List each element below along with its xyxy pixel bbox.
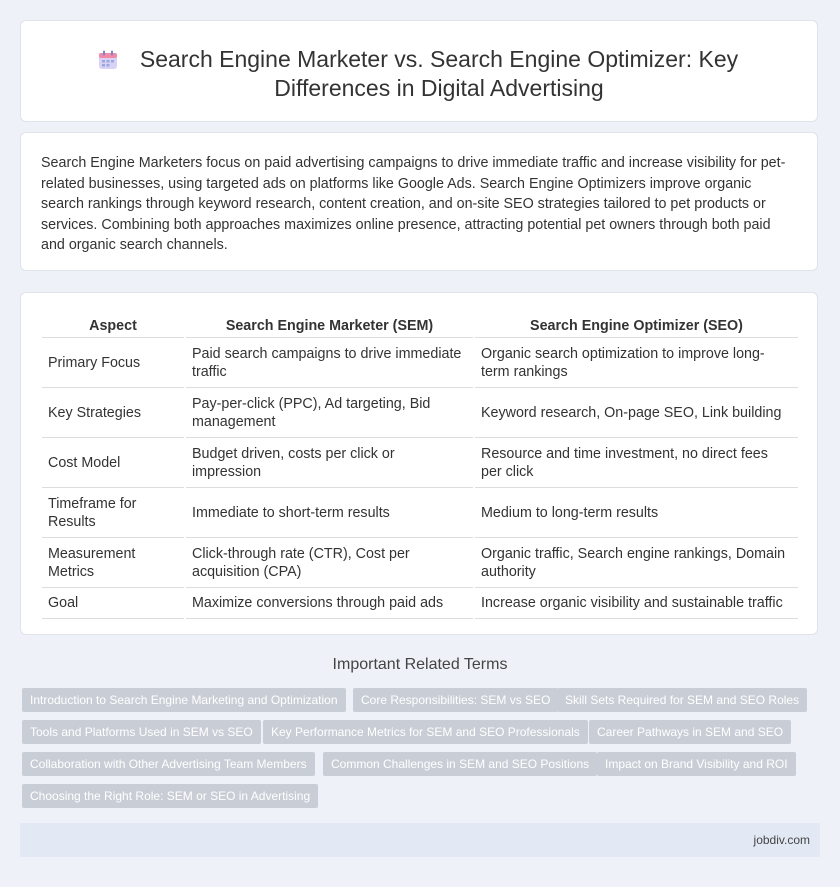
footer-site-link[interactable]: jobdiv.com	[753, 833, 810, 847]
row-sem: Paid search campaigns to drive immediate traffic	[185, 338, 474, 388]
comparison-table	[42, 313, 798, 619]
related-term-tag[interactable]: Choosing the Right Role: SEM or SEO in Advertising	[22, 784, 318, 808]
page-title: Search Engine Marketer vs. Search Engine Optimizer: Key Differences in Digital Advertising	[139, 46, 739, 101]
row-seo: Resource and time investment, no direct fees per click	[474, 438, 798, 488]
row-aspect: Measurement Metrics	[42, 538, 185, 588]
table-row	[42, 488, 798, 538]
row-seo: Medium to long-term results	[474, 488, 798, 538]
table-row	[42, 588, 798, 619]
table-row	[42, 538, 798, 588]
row-seo: Increase organic visibility and sustainable traffic	[474, 588, 798, 619]
row-seo: Organic search optimization to improve long-term rankings	[474, 338, 798, 388]
intro-card	[20, 132, 818, 271]
row-seo: Organic traffic, Search engine rankings, Domain authority	[474, 538, 798, 588]
related-term-tag[interactable]: Introduction to Search Engine Marketing and Optimization	[22, 688, 346, 712]
comparison-card	[20, 292, 818, 635]
header-sem: Search Engine Marketer (SEM)	[185, 313, 474, 338]
related-term-tag[interactable]: Skill Sets Required for SEM and SEO Roles	[557, 688, 807, 712]
intro-paragraph: Search Engine Marketers focus on paid advertising campaigns to drive immediate traffic and increase visibility for pet-related businesses, using targeted ads on platforms like Google Ads. Search Engine Optimizers improve organic search rankings through keyword research, content creation, and on-site SEO strategies tailored to pet products or services. Combining both approaches maximizes online presence, attracting potential pet owners through both paid and organic search channels.	[41, 155, 786, 253]
table-row	[42, 438, 798, 488]
row-sem: Budget driven, costs per click or impression	[185, 438, 474, 488]
related-term-tag[interactable]: Career Pathways in SEM and SEO	[589, 720, 791, 744]
table-row	[42, 338, 798, 388]
row-aspect: Goal	[42, 588, 185, 619]
row-aspect: Primary Focus	[42, 338, 185, 388]
row-sem: Click-through rate (CTR), Cost per acquisition (CPA)	[185, 538, 474, 588]
row-sem: Pay-per-click (PPC), Ad targeting, Bid management	[185, 388, 474, 438]
row-sem: Immediate to short-term results	[185, 488, 474, 538]
row-seo: Keyword research, On-page SEO, Link building	[474, 388, 798, 438]
related-term-tag[interactable]: Core Responsibilities: SEM vs SEO	[353, 688, 558, 712]
row-sem: Maximize conversions through paid ads	[185, 588, 474, 619]
related-term-tag[interactable]: Common Challenges in SEM and SEO Positions	[323, 752, 597, 776]
header-seo: Search Engine Optimizer (SEO)	[474, 313, 798, 338]
table-row	[42, 388, 798, 438]
related-terms-title: Important Related Terms	[332, 656, 508, 673]
footer	[20, 823, 820, 857]
related-term-tag[interactable]: Collaboration with Other Advertising Team Members	[22, 752, 315, 776]
related-term-tag[interactable]: Key Performance Metrics for SEM and SEO Professionals	[263, 720, 588, 744]
row-aspect: Timeframe for Results	[42, 488, 185, 538]
title-card	[20, 20, 818, 122]
related-term-tag[interactable]: Tools and Platforms Used in SEM vs SEO	[22, 720, 261, 744]
row-aspect: Cost Model	[42, 438, 185, 488]
related-term-tag[interactable]: Impact on Brand Visibility and ROI	[597, 752, 796, 776]
header-aspect: Aspect	[42, 313, 185, 338]
table-header-row	[42, 313, 798, 338]
row-aspect: Key Strategies	[42, 388, 185, 438]
